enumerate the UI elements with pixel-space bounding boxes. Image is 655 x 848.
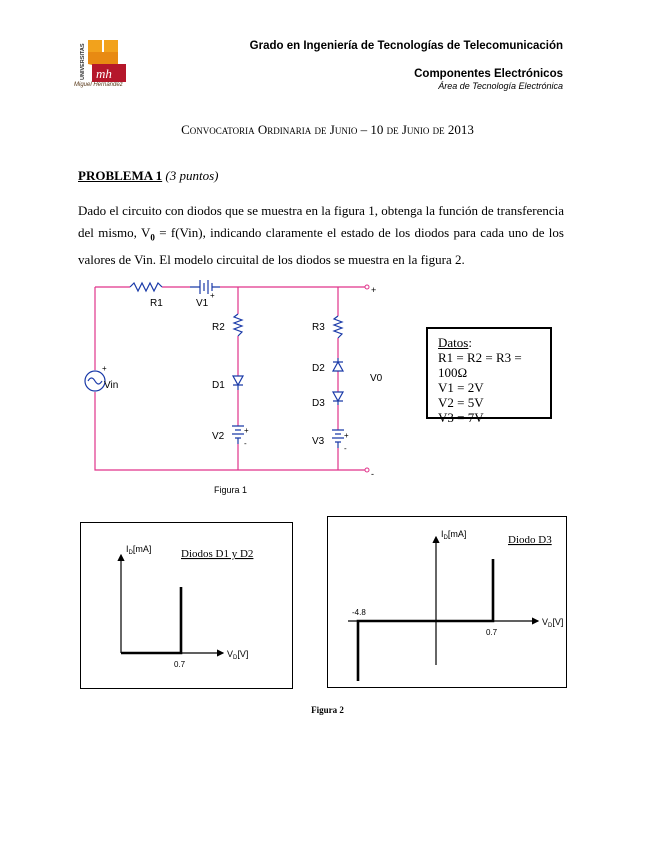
label-r2: R2 — [212, 322, 225, 333]
graph2-breakdown-label: -4.8 — [352, 608, 366, 617]
figure-1-caption: Figura 1 — [214, 485, 248, 495]
datos-box — [426, 327, 552, 425]
statement-part-1: Dado el circuito con diodos que se muestra en la figura 1, obtenga la función de transferencia del mismo, V — [78, 203, 564, 240]
logo-vertical-text: UNIVERSITAS — [80, 43, 86, 80]
problem-heading — [78, 168, 219, 184]
logo-caption: Miguel Hernández — [74, 82, 123, 88]
label-d1: D1 — [212, 380, 225, 391]
label-d2: D2 — [312, 363, 325, 374]
svg-text:ID[mA]: $I_D[mA]$ — [126, 544, 152, 556]
label-vin: Vin — [104, 380, 119, 391]
svg-text:ID[mA]: $I_D[mA]$ — [441, 529, 467, 541]
circuit-diagram — [80, 276, 390, 481]
degree-title: Grado en Ingeniería de Tecnologías de Telecomunicación — [249, 40, 563, 52]
graph-d3 — [327, 516, 567, 688]
exam-title: Convocatoria Ordinaria de Junio – 10 de Junio de 2013 — [181, 122, 474, 137]
datos-line-3: V2 = 5V — [438, 395, 484, 410]
datos-line-2: V1 = 2V — [438, 380, 484, 395]
graph2-title: Diodo D3 — [508, 534, 552, 546]
svg-text:VD[V]: $V_D[V]$ — [227, 649, 249, 661]
datos-title: Datos: — [438, 335, 472, 350]
graph1-title: Diodos D1 y D2 — [181, 548, 254, 560]
label-v3-minus: - — [344, 444, 347, 453]
graph1-knee-label: 0.7 — [174, 660, 186, 669]
datos-line-1: R1 = R2 = R3 = 100Ω — [438, 350, 522, 380]
label-v2: V2 — [212, 431, 225, 442]
label-r3: R3 — [312, 322, 325, 333]
area-title: Área de Tecnología Electrónica — [438, 81, 563, 91]
figure-2-caption: Figura 2 — [311, 705, 344, 715]
label-d3: D3 — [312, 398, 325, 409]
svg-text:mh: mh — [96, 66, 112, 81]
label-v0: V0 — [370, 373, 383, 384]
label-out-minus: - — [371, 469, 374, 479]
svg-text:VD[V]: $V_D[V]$ — [542, 617, 564, 629]
graph-d1-d2 — [80, 522, 293, 689]
problem-statement — [78, 200, 564, 271]
label-v2-plus: + — [244, 426, 249, 435]
graph2-knee-label: 0.7 — [486, 628, 498, 637]
label-out-plus: + — [371, 285, 377, 295]
problem-title: PROBLEMA 1 — [78, 168, 163, 183]
statement-subscript: 0 — [150, 232, 155, 243]
problem-points: (3 puntos) — [165, 168, 219, 183]
label-v1-plus: + — [210, 291, 215, 300]
statement-part-2: = f(Vin), indicando claramente el estado de los diodos para cada uno de los valores de Vin. El modelo circuital de los diodos se muestra en la figura 2. — [78, 225, 564, 267]
subject-title: Componentes Electrónicos — [414, 68, 563, 80]
label-vin-plus: + — [102, 364, 107, 373]
label-v1: V1 — [196, 298, 209, 309]
label-v3-plus: + — [344, 431, 349, 440]
datos-line-4: V3 = 7V — [438, 410, 484, 425]
label-v3: V3 — [312, 436, 325, 447]
label-v2-minus: - — [244, 439, 247, 448]
label-r1: R1 — [150, 298, 163, 309]
